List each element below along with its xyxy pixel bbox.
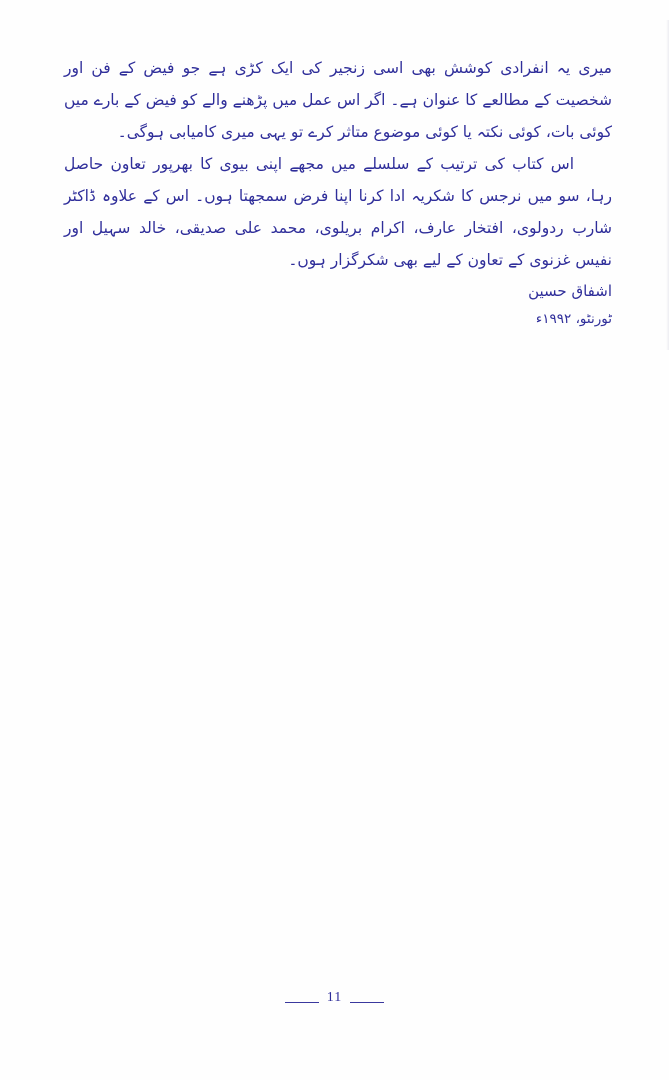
paragraph-2: اس کتاب کی ترتیب کے سلسلے میں مجھے اپنی بیوی کا بھرپور تعاون حاصل رہا، سو میں نرجس کا شکریہ ادا کرنا اپنا فرض سمجھتا ہوں۔ اس کے علاوہ ڈاکٹر شارب ردولوی، افتخار عارف، اکرام بریلوی، محمد علی صدیقی، خالد سہیل اور نفیس غزنوی کے تعاون کے لیے بھی شکرگزار ہوں۔: [64, 155, 612, 269]
paragraph-1: میری یہ انفرادی کوشش بھی اسی زنجیر کی ایک کڑی ہے جو فیض کے فن اور شخصیت کے مطالعے کا عنوان ہے۔ اگر اس عمل میں پڑھنے والے کو فیض کے بارے میں کوئی بات، کوئی نکتہ یا کوئی موضوع متاثر کرے تو یہی میری کامیابی ہوگی۔: [64, 59, 612, 141]
page-number: 11: [326, 990, 343, 1005]
footer-rule-right: [350, 1002, 384, 1003]
author-signature: اشفاق حسین: [528, 282, 612, 300]
body-text: [64, 52, 612, 332]
place-and-date: ٹورنٹو، ۱۹۹۲ء: [535, 311, 612, 327]
page-footer: [0, 986, 669, 1010]
footer-rule-left: [285, 1002, 319, 1003]
